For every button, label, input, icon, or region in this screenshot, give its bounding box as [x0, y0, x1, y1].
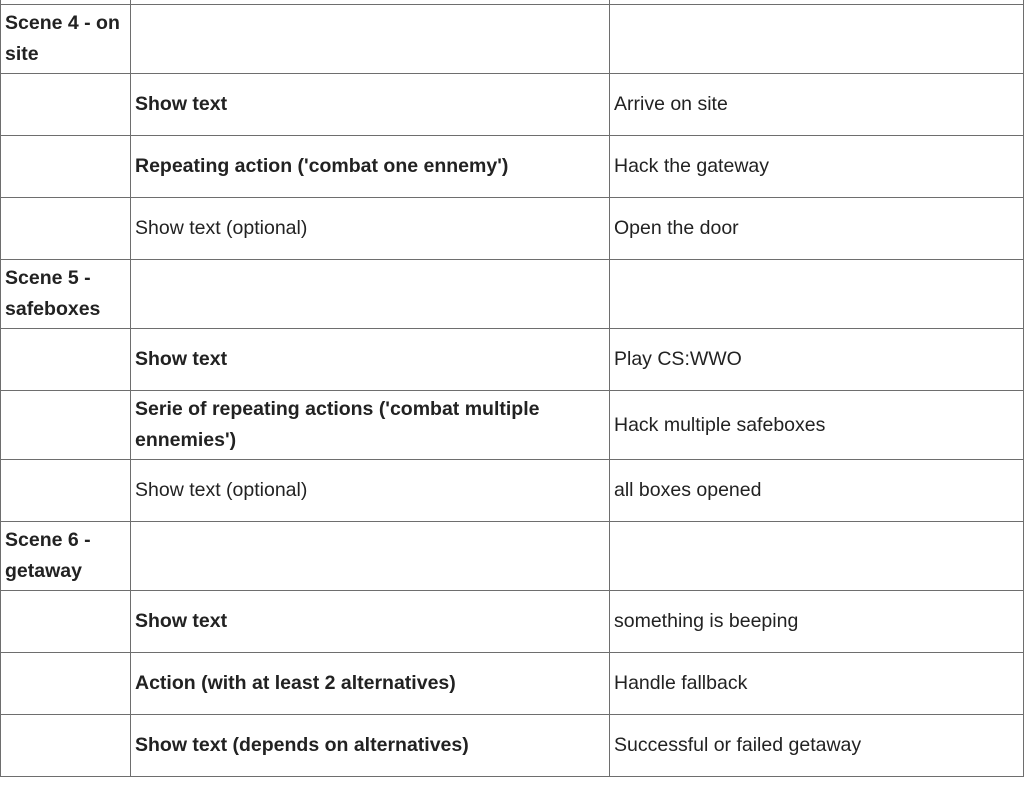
table-row [1, 74, 1024, 136]
description-cell: Open the door [610, 198, 1024, 260]
description-cell: Hack multiple safeboxes [610, 391, 1024, 460]
scene-cell [1, 329, 131, 391]
action-cell [131, 522, 610, 591]
scene-cell [1, 136, 131, 198]
description-cell: Hack the gateway [610, 136, 1024, 198]
table-row [1, 653, 1024, 715]
description-cell: all boxes opened [610, 460, 1024, 522]
table-row [1, 5, 1024, 74]
scene-cell [1, 460, 131, 522]
description-cell [610, 522, 1024, 591]
table-row [1, 391, 1024, 460]
action-cell: Serie of repeating actions ('combat multiple ennemies') [131, 391, 610, 460]
table-row [1, 198, 1024, 260]
action-cell: Show text (optional) [131, 460, 610, 522]
action-cell: Repeating action ('combat one ennemy') [131, 136, 610, 198]
action-cell: Show text [131, 74, 610, 136]
table-row [1, 591, 1024, 653]
scene-cell [1, 74, 131, 136]
description-cell: Arrive on site [610, 74, 1024, 136]
table-row [1, 715, 1024, 777]
description-cell [610, 260, 1024, 329]
scene-cell [1, 653, 131, 715]
scene-cell [1, 591, 131, 653]
action-cell: Action (with at least 2 alternatives) [131, 653, 610, 715]
table-row [1, 260, 1024, 329]
scene-cell: Scene 6 - getaway [1, 522, 131, 591]
table-row [1, 329, 1024, 391]
action-cell [131, 5, 610, 74]
scene-cell [1, 198, 131, 260]
action-cell: Show text [131, 329, 610, 391]
table-row [1, 136, 1024, 198]
action-cell: Show text (optional) [131, 198, 610, 260]
description-cell: Handle fallback [610, 653, 1024, 715]
scene-cell: Scene 5 - safeboxes [1, 260, 131, 329]
action-cell [131, 260, 610, 329]
action-cell: Show text [131, 591, 610, 653]
description-cell [610, 5, 1024, 74]
table-row [1, 460, 1024, 522]
scene-cell [1, 391, 131, 460]
action-cell: Show text (depends on alternatives) [131, 715, 610, 777]
description-cell: Play CS:WWO [610, 329, 1024, 391]
scene-cell [1, 715, 131, 777]
description-cell: something is beeping [610, 591, 1024, 653]
table-row [1, 522, 1024, 591]
description-cell: Successful or failed getaway [610, 715, 1024, 777]
scene-cell: Scene 4 - on site [1, 5, 131, 74]
